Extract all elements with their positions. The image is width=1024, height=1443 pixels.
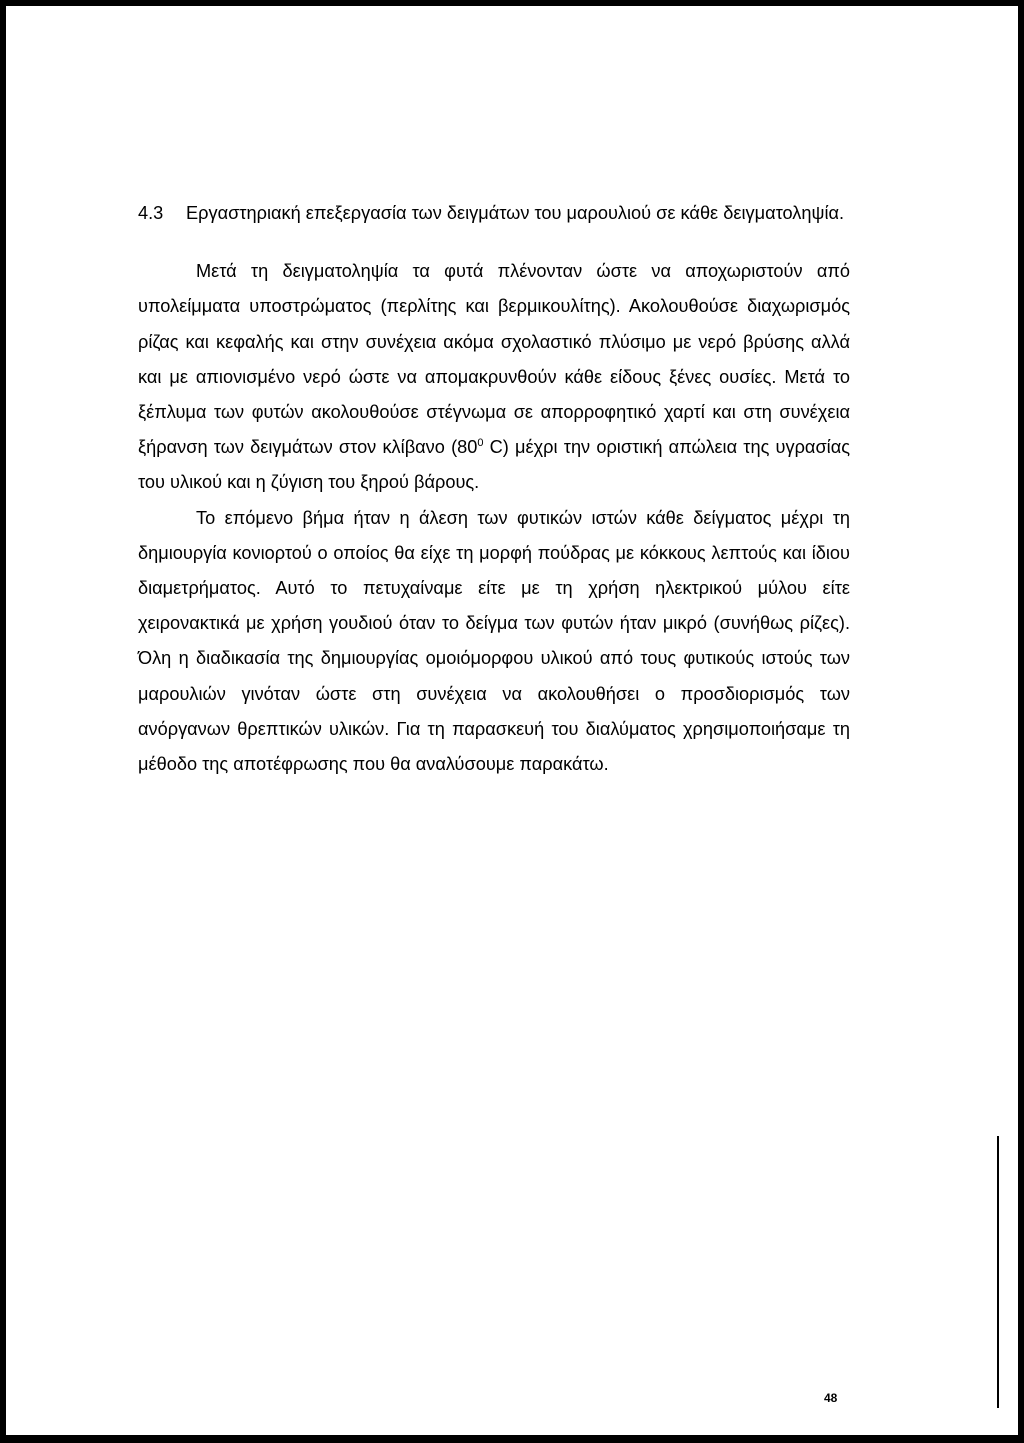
scan-border-bottom [0, 1435, 1024, 1443]
scan-border-right [1018, 0, 1024, 1443]
paragraph-1-text: Μετά τη δειγματοληψία τα φυτά πλένονταν ώστε να αποχωριστούν από υπολείμματα υποστρώματος (περλίτης και βερμικουλίτης). Ακολουθούσε διαχωρισμός ρίζας και κεφαλής και στην συνέχεια ακόμα σχολαστικό πλύσιμο με νερό βρύσης αλλά και με απιονισμένο νερό ώστε να απομακρυνθούν κάθε είδους ξένες ουσίες. Μετά το ξέπλυμα των φυτών ακολουθούσε στέγνωμα σε απορροφητικό χαρτί και στη συνέχεια ξήρανση των δειγμάτων στον κλίβανο (80 [138, 261, 850, 458]
degree-superscript: 0 [477, 437, 484, 450]
body-text [138, 196, 850, 782]
section-heading [138, 196, 850, 231]
page-number: 48 [824, 1391, 838, 1405]
section-number: 4.3 [138, 203, 164, 223]
heading-spacer [138, 231, 850, 254]
scan-border-top [0, 0, 1024, 6]
paragraph-washing-drying [138, 254, 850, 500]
margin-rule [997, 1136, 999, 1408]
paragraph-grinding: Το επόμενο βήμα ήταν η άλεση των φυτικών ιστών κάθε δείγματος μέχρι τη δημιουργία κονιορτού ο οποίος θα είχε τη μορφή πούδρας με κόκκους λεπτούς και ίδιου διαμετρήματος. Αυτό το πετυχαίναμε είτε με τη χρήση ηλεκτρικού μύλου είτε χειρονακτικά με χρήση γουδιού όταν το δείγμα των φυτών ήταν μικρό (συνήθως ρίζες). Όλη η διαδικασία της δημιουργίας ομοιόμορφου υλικού από τους φυτικούς ιστούς των μαρουλιών γινόταν ώστε στη συνέχεια να ακολουθήσει ο προσδιορισμός των ανόργανων θρεπτικών υλικών. Για τη παρασκευή του διαλύματος χρησιμοποιήσαμε τη μέθοδο της αποτέφρωσης που θα αναλύσουμε παρακάτω. [138, 507, 850, 775]
section-title: Εργαστηριακή επεξεργασία των δειγμάτων του μαρουλιού σε κάθε δειγματοληψία. [186, 203, 845, 223]
paragraph-1-text-continued: C) μέχρι την οριστική απώλεια της υγρασίας του υλικού και η ζύγιση του ξηρού βάρους. [138, 437, 850, 493]
scan-border-left [0, 0, 6, 1443]
